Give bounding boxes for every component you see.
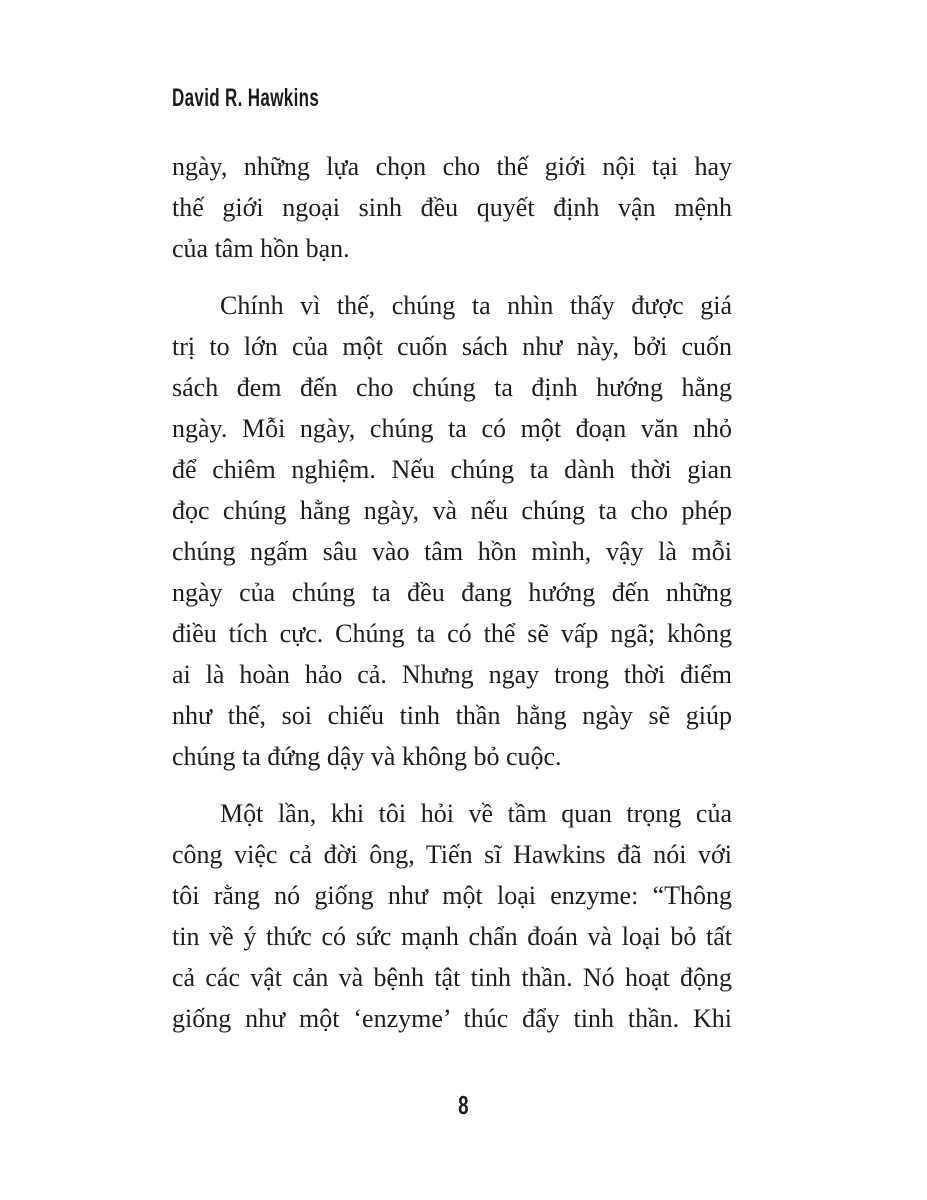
- text-line: thế giới ngoại sinh đều quyết định vận mệnh: [172, 193, 732, 222]
- text-line: điều tích cực. Chúng ta có thể sẽ vấp ngã; không: [172, 619, 732, 648]
- text-line: sách đem đến cho chúng ta định hướng hằng: [172, 373, 732, 402]
- text-line: để chiêm nghiệm. Nếu chúng ta dành thời gian: [172, 455, 732, 484]
- text-line: ngày. Mỗi ngày, chúng ta có một đoạn văn nhỏ: [172, 414, 732, 443]
- author-name: David R. Hawkins: [172, 84, 320, 112]
- text-line: cả các vật cản và bệnh tật tinh thần. Nó hoạt động: [172, 963, 732, 992]
- text-line: ngày, những lựa chọn cho thế giới nội tại hay: [172, 152, 732, 181]
- page-number: 8: [458, 1090, 469, 1120]
- page-footer: [0, 1090, 927, 1121]
- text-line: của tâm hồn bạn.: [172, 234, 350, 263]
- paragraph: [172, 285, 732, 777]
- paragraph: [172, 146, 732, 269]
- text-line: ai là hoàn hảo cả. Nhưng ngay trong thời điểm: [172, 660, 732, 689]
- text-line: công việc cả đời ông, Tiến sĩ Hawkins đã nói với: [172, 840, 732, 869]
- text-line: giống như một ‘enzyme’ thúc đẩy tinh thần. Khi: [172, 1004, 732, 1033]
- text-line: trị to lớn của một cuốn sách như này, bởi cuốn: [172, 332, 732, 361]
- text-line: chúng ta đứng dậy và không bỏ cuộc.: [172, 742, 562, 771]
- text-line: chúng ngấm sâu vào tâm hồn mình, vậy là mỗi: [172, 537, 732, 566]
- text-line: Một lần, khi tôi hỏi về tầm quan trọng của: [220, 799, 732, 828]
- text-line: tôi rằng nó giống như một loại enzyme: “Thông: [172, 881, 732, 910]
- text-line: Chính vì thế, chúng ta nhìn thấy được giá: [220, 291, 732, 320]
- page-body: [172, 146, 732, 1039]
- text-line: đọc chúng hằng ngày, và nếu chúng ta cho phép: [172, 496, 732, 525]
- running-header: [172, 84, 388, 113]
- text-line: như thế, soi chiếu tinh thần hằng ngày sẽ giúp: [172, 701, 732, 730]
- text-line: tin về ý thức có sức mạnh chẩn đoán và loại bỏ tất: [172, 922, 732, 951]
- text-line: ngày của chúng ta đều đang hướng đến những: [172, 578, 732, 607]
- paragraph: [172, 793, 732, 1039]
